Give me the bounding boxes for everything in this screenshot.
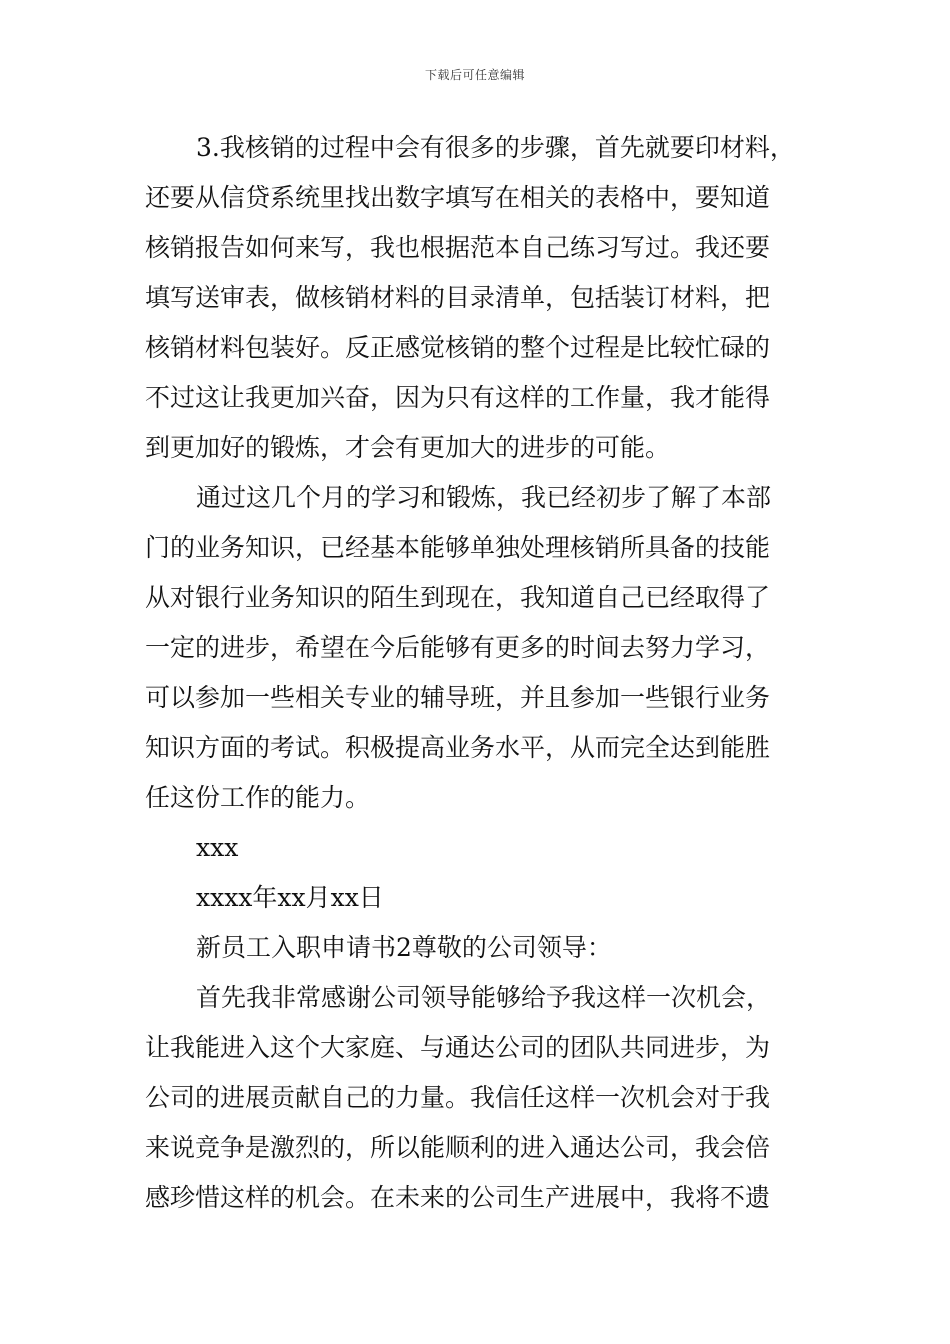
signature-name: xxx [196,833,239,862]
text-line: 门的业务知识，已经基本能够单独处理核销所具备的技能 [145,533,771,562]
text-line: 来说竞争是激烈的，所以能顺利的进入通达公司，我会倍 [145,1133,771,1162]
text-line: 让我能进入这个大家庭、与通达公司的团队共同进步，为 [145,1033,771,1062]
text-line: 3.我核销的过程中会有很多的步骤，首先就要印材料， [196,133,795,162]
page-header: 下载后可任意编辑 [424,68,525,82]
text-line: 不过这让我更加兴奋，因为只有这样的工作量，我才能得 [145,383,771,412]
signature-date: xxxx年xx月xx日 [196,883,384,912]
section-heading: 新员工入职申请书2尊敬的公司领导： [196,933,612,962]
text-line: 一定的进步，希望在今后能够有更多的时间去努力学习， [145,633,771,662]
text-line: 首先我非常感谢公司领导能够给予我这样一次机会， [196,983,772,1012]
text-line: 任这份工作的能力。 [145,783,371,812]
text-line: 公司的进展贡献自己的力量。我信任这样一次机会对于我 [145,1083,771,1112]
text-line: 可以参加一些相关专业的辅导班，并且参加一些银行业务 [145,683,771,712]
text-line: 核销报告如何来写，我也根据范本自己练习写过。我还要 [145,233,771,262]
text-line: 通过这几个月的学习和锻炼，我已经初步了解了本部 [196,483,772,512]
text-line: 核销材料包装好。反正感觉核销的整个过程是比较忙碌的 [145,333,771,362]
text-line: 从对银行业务知识的陌生到现在，我知道自己已经取得了 [145,583,771,612]
text-line: 知识方面的考试。积极提高业务水平，从而完全达到能胜 [145,733,771,762]
text-line: 填写送审表，做核销材料的目录清单，包括装订材料，把 [145,283,771,312]
text-line: 到更加好的锻炼，才会有更加大的进步的可能。 [145,433,671,462]
text-line: 还要从信贷系统里找出数字填写在相关的表格中，要知道 [145,183,771,212]
text-line: 感珍惜这样的机会。在未来的公司生产进展中，我将不遗 [145,1183,771,1212]
